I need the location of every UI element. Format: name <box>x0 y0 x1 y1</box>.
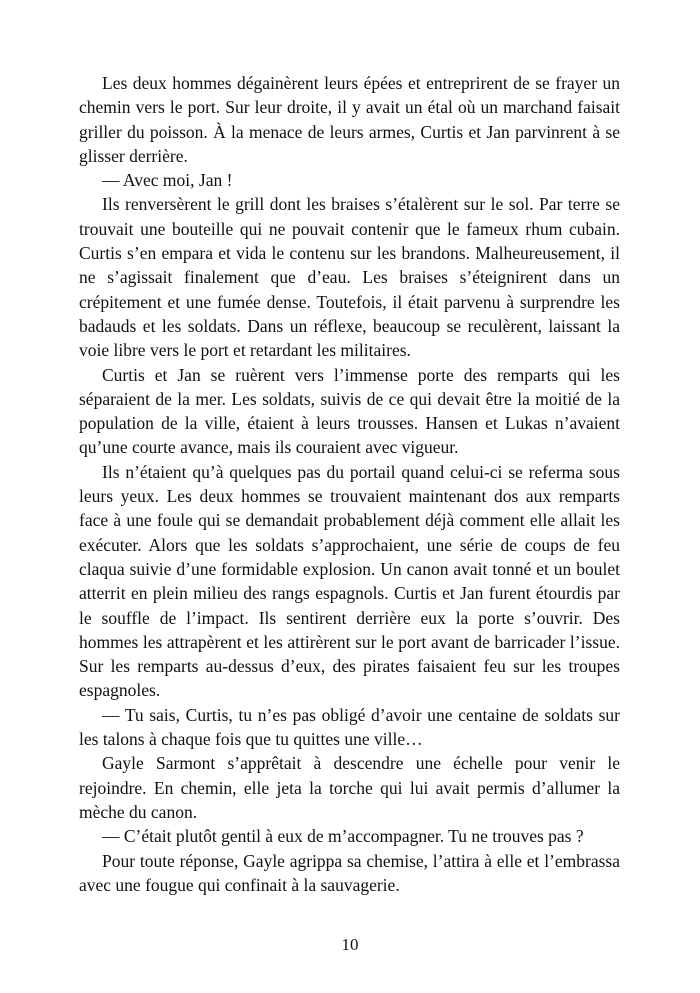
paragraph-9: Pour toute réponse, Gayle agrippa sa chemise, l’attira à elle et l’embrassa avec une fougue qui confinait à la sauvagerie. <box>79 850 620 895</box>
paragraph-3: Ils renversèrent le grill dont les braises s’étalèrent sur le sol. Par terre se trouvait une bouteille qui ne pouvait contenir que le fameux rhum cubain. Curtis s’en empara et vida le contenu sur les brandons. Malheureusement, il ne s’agissait finalement que d’eau. Les braises s’éteignirent dans un crépitement et une fumée dense. Toutefois, il était parvenu à surprendre les badauds et les soldats. Dans un réflexe, beaucoup se reculèrent, laissant la voie libre vers le port et retardant les militaires. <box>79 194 620 361</box>
paragraph-5: Ils n’étaient qu’à quelques pas du portail quand celui-ci se referma sous leurs yeux. Les deux hommes se trouvaient maintenant dos aux remparts face à une foule qui se demandait probablement déjà comment elle allait les exécuter. Alors que les soldats s’approchaient, une série de coups de feu claqua suivie d’une formidable explosion. Un canon avait tonné et un boulet atterrit en plein milieu des rangs espagnols. Curtis et Jan furent étourdis par le souffle de l’impact. Ils sentirent derrière eux la porte s’ouvrir. Des hommes les attrapèrent et les attirèrent sur le port avant de barricader l’issue. Sur les remparts au-dessus d’eux, des pirates faisaient feu sur les troupes espagnoles. <box>79 461 620 701</box>
paragraph-4: Curtis et Jan se ruèrent vers l’immense porte des remparts qui les séparaient de la mer. Les soldats, suivis de ce qui devait être la moitié de la population de la ville, étaient à leurs trousses. Hansen et Lukas n’avaient qu’une courte avance, mais ils couraient avec vigueur. <box>79 364 620 458</box>
paragraph-8: — C’était plutôt gentil à eux de m’accompagner. Tu ne trouves pas ? <box>102 826 584 847</box>
paragraph-6: — Tu sais, Curtis, tu n’es pas obligé d’avoir une centaine de soldats sur les talons à chaque fois que tu quittes une ville… <box>79 704 620 750</box>
paragraph-7: Gayle Sarmont s’apprêtait à descendre une échelle pour venir le rejoindre. En chemin, elle jeta la torche qui lui avait permis d’allumer la mèche du canon. <box>79 753 620 822</box>
body-text <box>79 71 620 897</box>
page-number: 10 <box>341 935 359 954</box>
paragraph-1: Les deux hommes dégainèrent leurs épées et entreprirent de se frayer un chemin vers le port. Sur leur droite, il y avait un étal où un marchand faisait griller du poisson. À la menace de leurs armes, Curtis et Jan parvinrent à se glisser derrière. <box>79 73 620 166</box>
paragraph-2: — Avec moi, Jan ! <box>102 170 233 191</box>
